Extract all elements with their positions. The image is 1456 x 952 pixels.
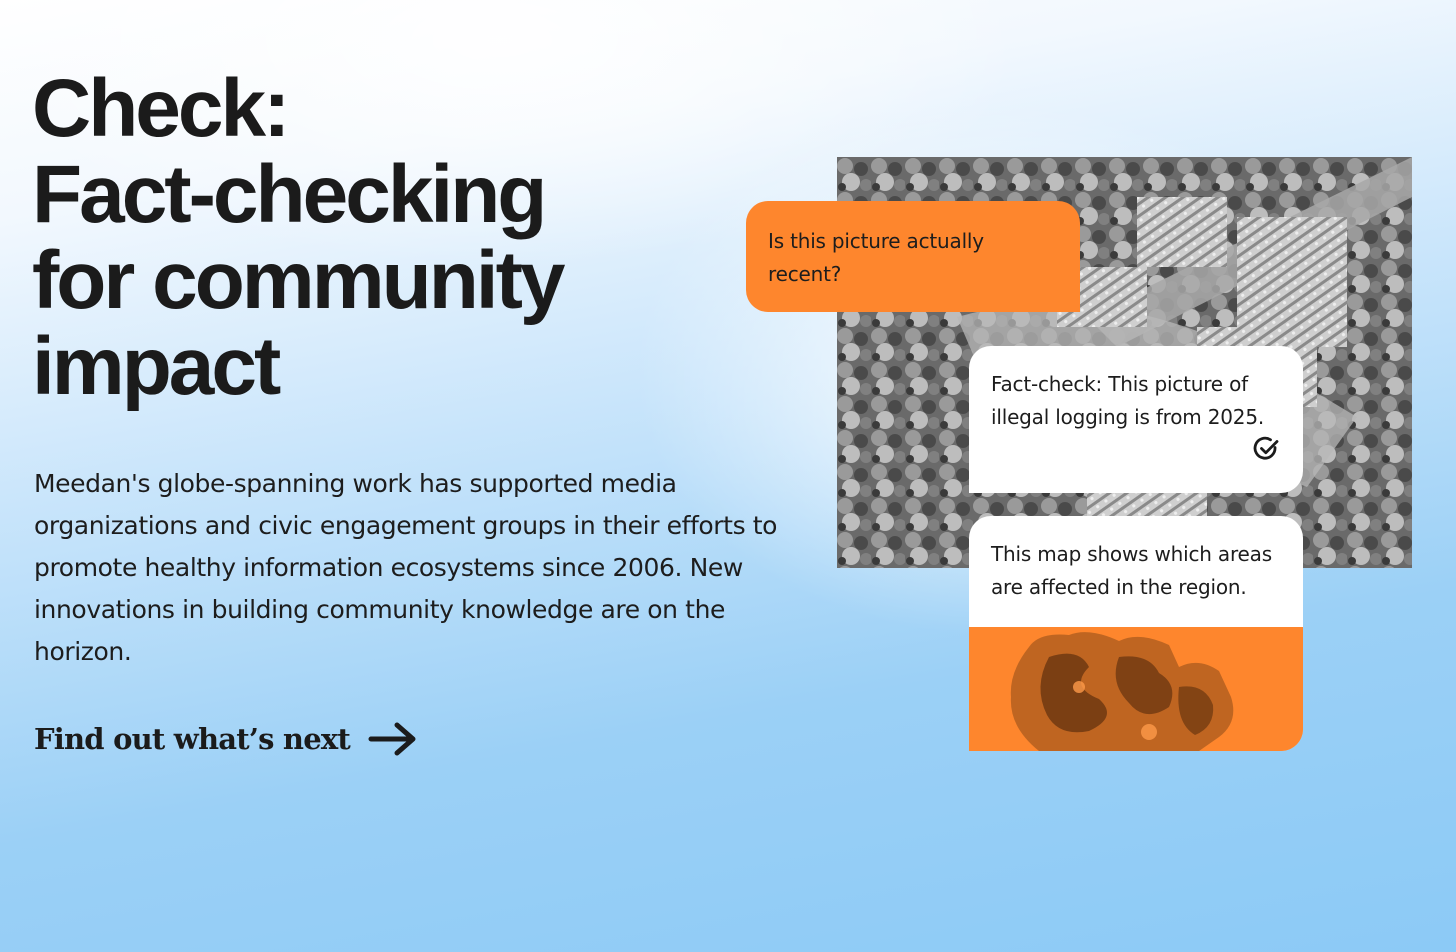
region-map-image [969, 627, 1303, 751]
title-line-4: impact [32, 321, 279, 412]
map-bubble [969, 516, 1303, 751]
check-circle-icon [1253, 435, 1281, 473]
hero-description: Meedan's globe-spanning work has supported media organizations and civic engagement groups in their efforts to promote healthy information ecosystems since 2006. New innovations in building community knowledge are on the horizon. [34, 469, 778, 666]
arrow-right-icon [368, 722, 418, 756]
title-line-1: Check: [32, 63, 288, 154]
question-text: Is this picture actually recent? [768, 229, 984, 286]
title-line-3: for community [32, 235, 563, 326]
page-title [32, 63, 792, 412]
title-line-2: Fact-checking [32, 149, 545, 240]
question-bubble [746, 201, 1080, 312]
find-out-next-link[interactable] [34, 722, 418, 756]
map-text: This map shows which areas are affected in the region. [991, 542, 1272, 599]
factcheck-bubble [969, 346, 1303, 493]
factcheck-text: Fact-check: This picture of illegal logging is from 2025. [991, 372, 1264, 429]
cta-label: Find out what’s next [34, 722, 350, 756]
